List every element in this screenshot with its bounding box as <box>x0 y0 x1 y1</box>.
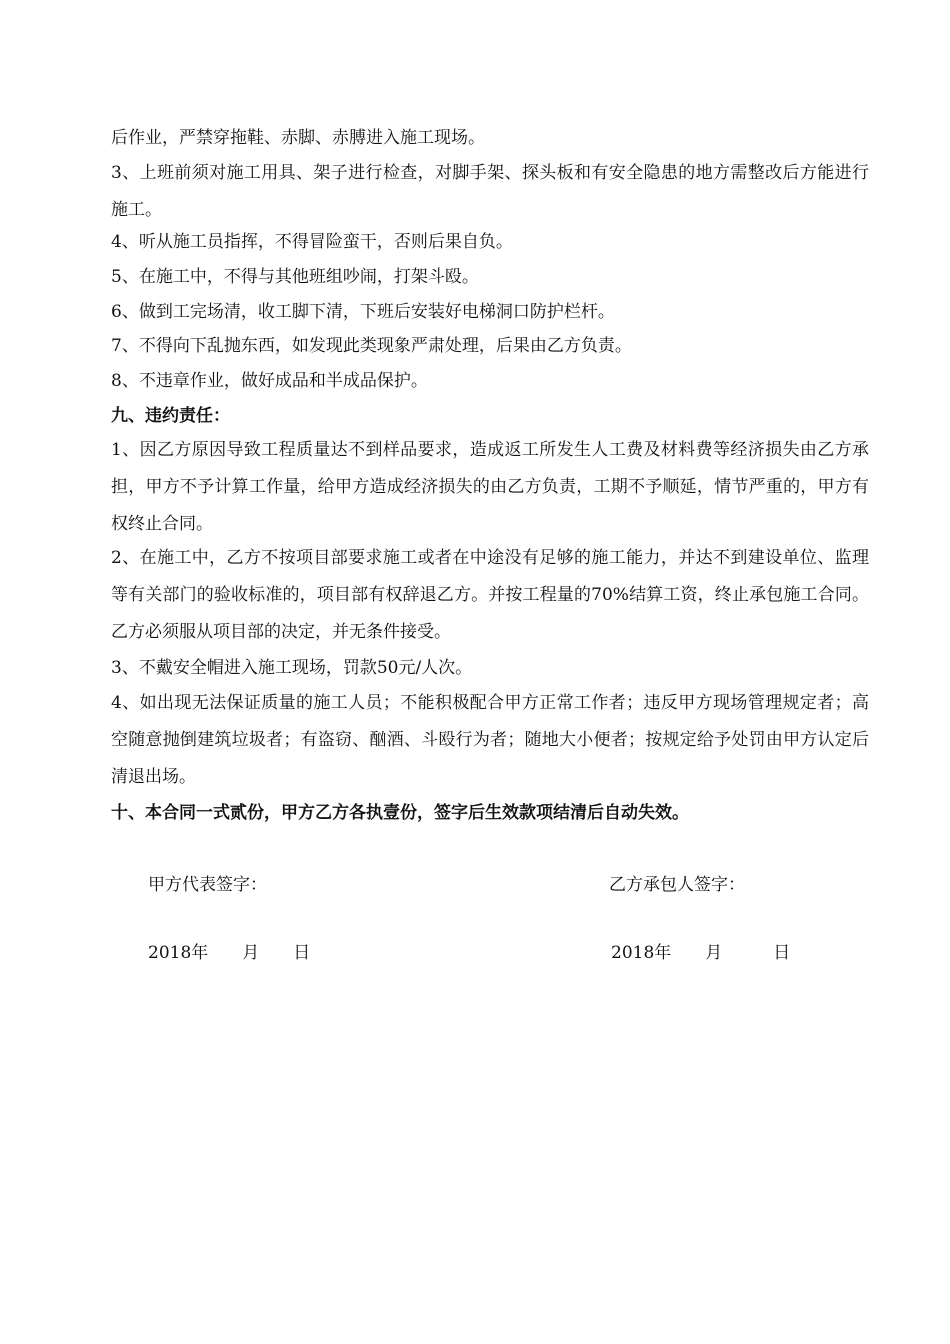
party-b-date: 2018年 月 日 <box>611 943 791 963</box>
party-a-date: 2018年 月 日 <box>148 943 311 963</box>
text-line: 7、不得向下乱抛东西，如发现此类现象严肃处理，后果由乙方负责。 <box>111 336 632 356</box>
text-line: 4、听从施工员指挥，不得冒险蛮干，否则后果自负。 <box>111 232 513 252</box>
clause-paragraph: 4、如出现无法保证质量的施工人员；不能积极配合甲方正常工作者；违反甲方现场管理规定者；高空随意抛倒建筑垃圾者；有盗窃、酗酒、斗殴行为者；随地大小便者；按规定给予处罚由甲方认定后清退出场。 <box>111 693 869 787</box>
clause-paragraph: 1、因乙方原因导致工程质量达不到样品要求，造成返工所发生人工费及材料费等经济损失由乙方承担，甲方不予计算工作量，给甲方造成经济损失的由乙方负责，工期不予顺延，情节严重的，甲方有权终止合同。 <box>111 440 869 534</box>
party-b-signature-label: 乙方承包人签字： <box>609 875 745 895</box>
party-a-signature-label: 甲方代表签字： <box>148 875 267 895</box>
text-line: 后作业，严禁穿拖鞋、赤脚、赤膊进入施工现场。 <box>111 128 485 148</box>
text-line: 5、在施工中，不得与其他班组吵闹，打架斗殴。 <box>111 267 479 287</box>
section-heading: 十、本合同一式贰份，甲方乙方各执壹份，签字后生效款项结清后自动失效。 <box>111 803 689 823</box>
clause-paragraph: 3、不戴安全帽进入施工现场，罚款50元/人次。 <box>111 658 473 678</box>
text-line: 8、不违章作业，做好成品和半成品保护。 <box>111 371 428 391</box>
text-line: 6、做到工完场清，收工脚下清，下班后安装好电梯洞口防护栏杆。 <box>111 302 615 322</box>
clause-paragraph: 2、在施工中，乙方不按项目部要求施工或者在中途没有足够的施工能力，并达不到建设单位、监理等有关部门的验收标准的，项目部有权辞退乙方。并按工程量的70%结算工资，终止承包施工合同。乙方必须服从项目部的决定，并无条件接受。 <box>111 548 869 642</box>
text-line: 3、上班前须对施工用具、架子进行检查，对脚手架、探头板和有安全隐患的地方需整改后方能进行施工。 <box>111 163 869 220</box>
section-heading: 九、违约责任： <box>111 406 230 426</box>
